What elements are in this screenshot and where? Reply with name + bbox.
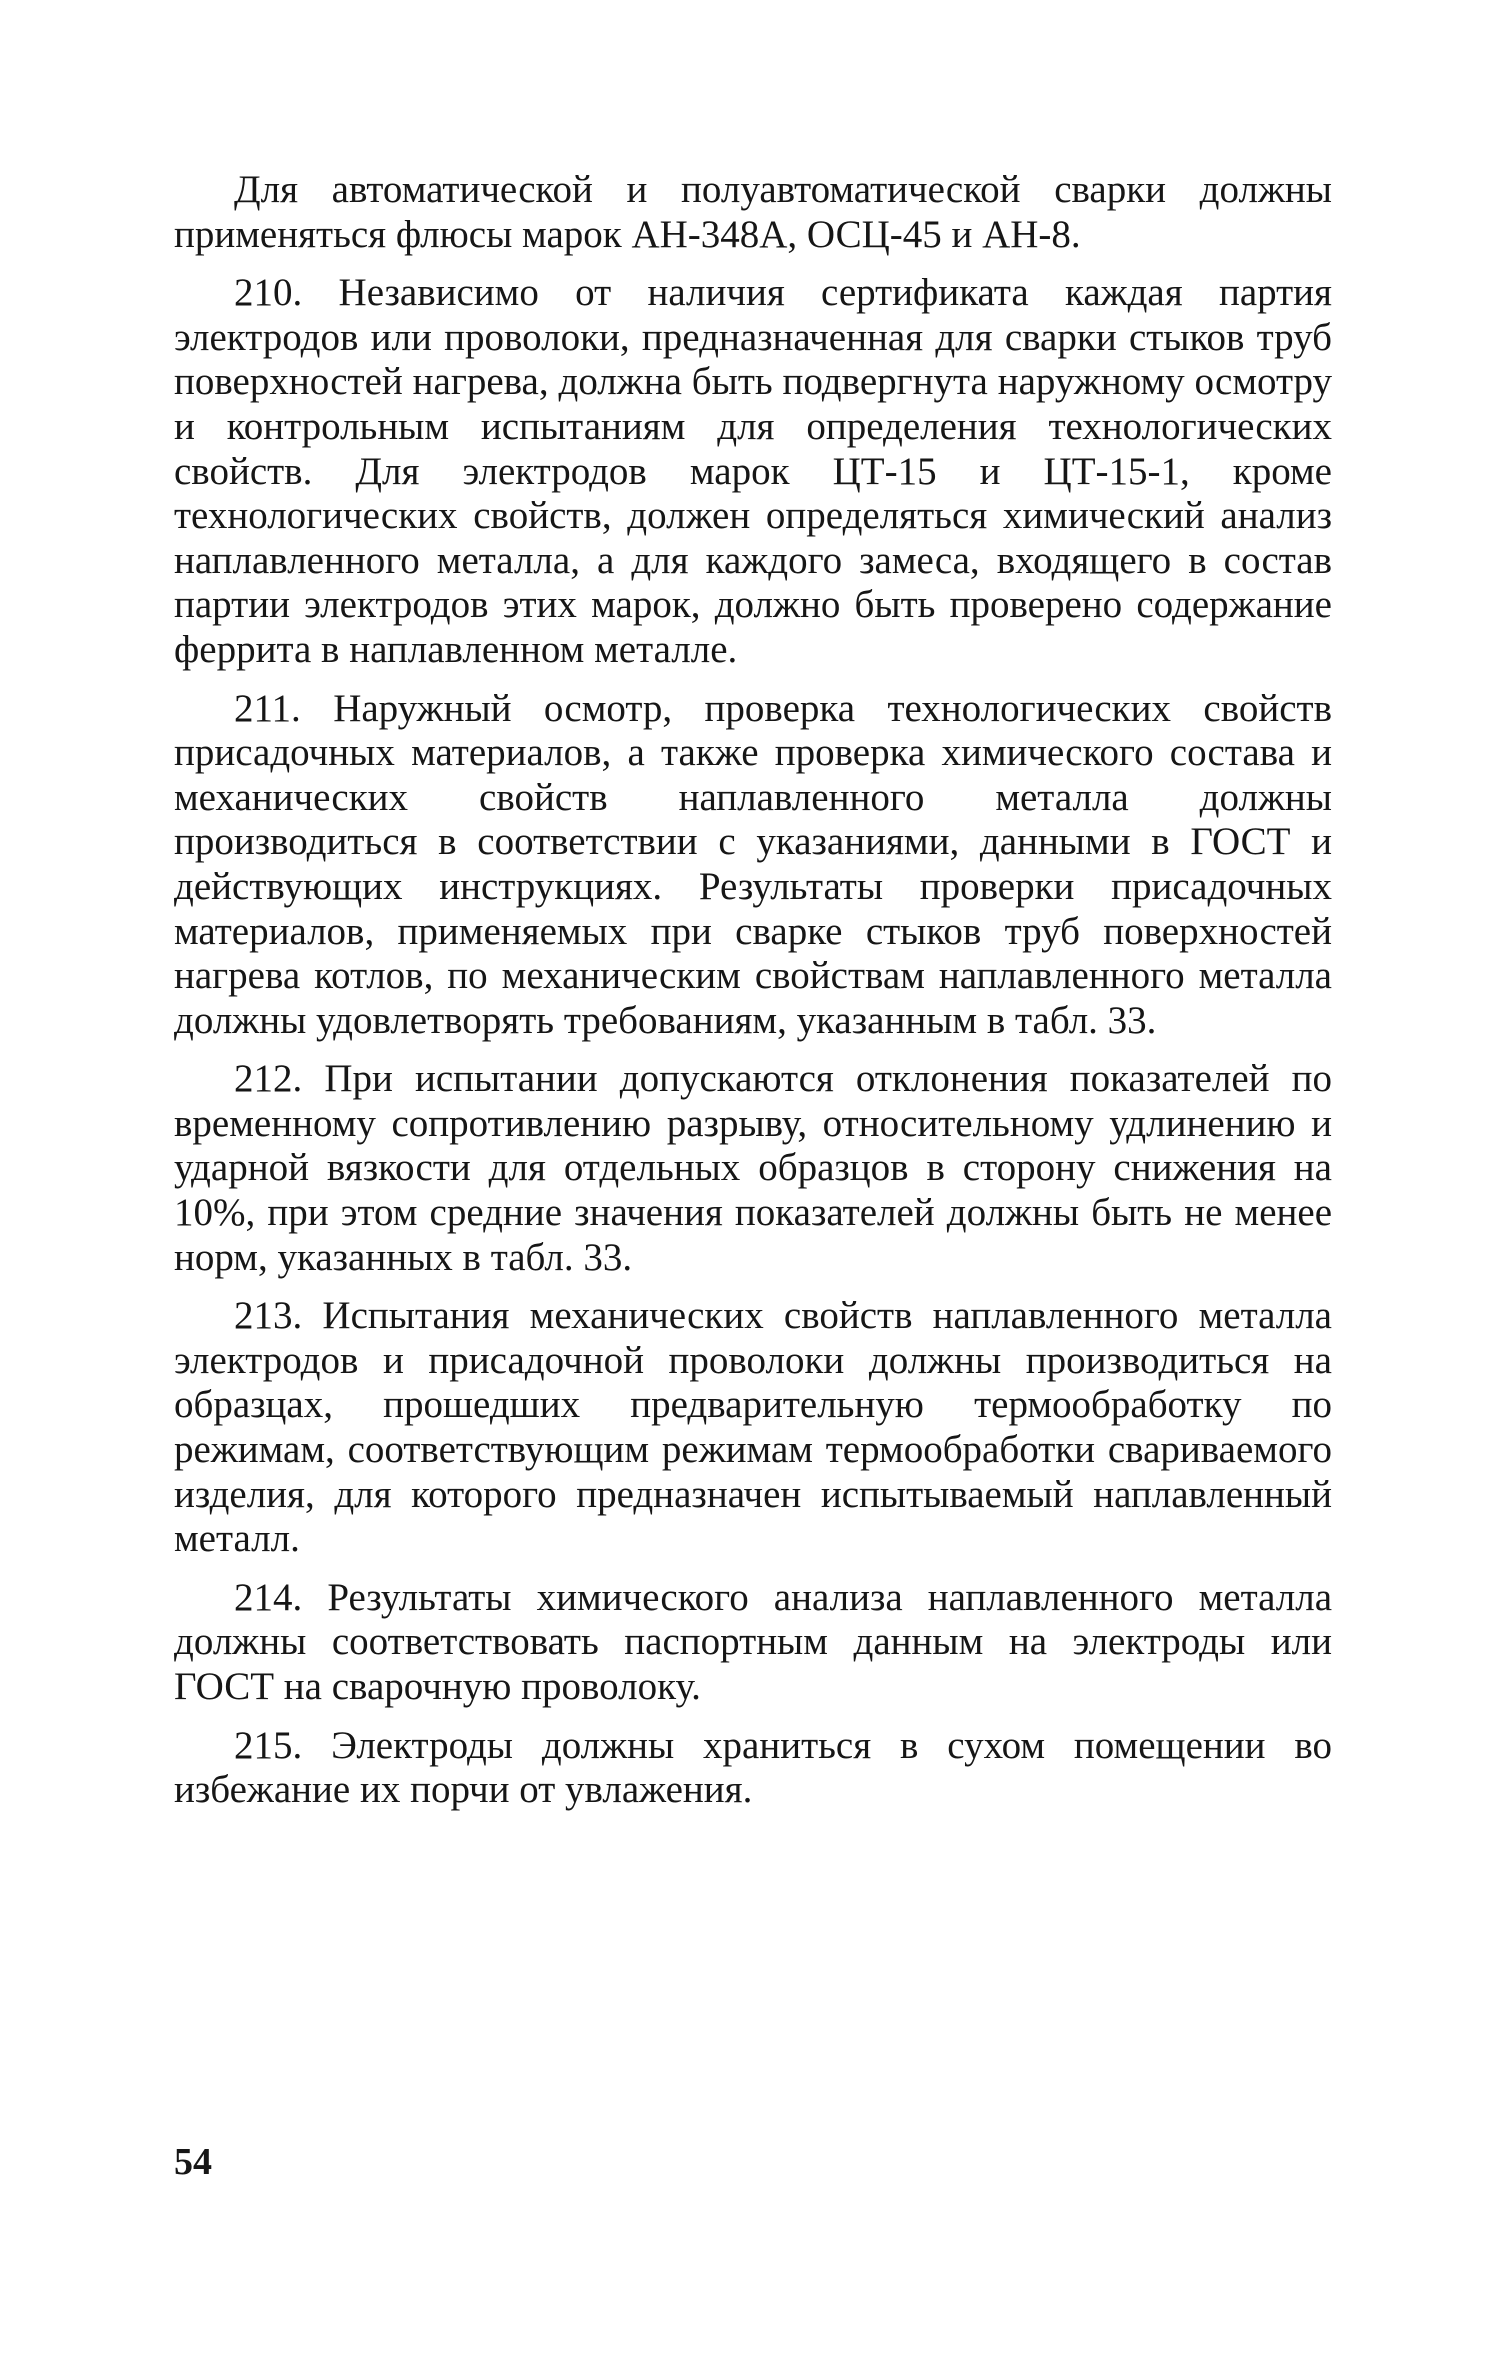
paragraph-211: 211. Наружный осмотр, проверка технологических свойств присадочных материалов, а также проверка химического состава и механических свойств наплавленного металла должны производиться в соответствии с указаниями, данными в ГОСТ и действующих инструкциях. Результаты проверки присадочных материалов, применяемых при сварке стыков труб поверхностей нагрева котлов, по механическим свойствам наплавленного металла должны удовлетворять требованиям, указанным в табл. 33. [174, 686, 1332, 1042]
paragraph-214: 214. Результаты химического анализа наплавленного металла должны соответствовать паспортным данным на электроды или ГОСТ на сварочную проволоку. [174, 1575, 1332, 1708]
paragraph-212: 212. При испытании допускаются отклонения показателей по временному сопротивлению разрыву, относительному удлинению и ударной вязкости для отдельных образцов в сторону снижения на 10%, при этом средние значения показателей должны быть не менее норм, указанных в табл. 33. [174, 1057, 1332, 1279]
paragraph-210: 210. Независимо от наличия сертификата каждая партия электродов или проволоки, предназначенная для сварки стыков труб поверхностей нагрева, должна быть подвергнута наружному осмотру и контрольным испытаниям для определения технологических свойств. Для электродов марок ЦТ-15 и ЦТ-15-1, кроме технологических свойств, должен определяться химический анализ наплавленного металла, а для каждого замеса, входящего в состав партии электродов этих марок, должно быть проверено содержание феррита в наплавленном металле. [174, 271, 1332, 671]
paragraph-215: 215. Электроды должны храниться в сухом помещении во избежание их порчи от увлажения. [174, 1723, 1332, 1812]
paragraph-213: 213. Испытания механических свойств наплавленного металла электродов и присадочной проволоки должны производиться на образцах, прошедших предварительную термообработку по режимам, соответствующим режимам термообработки свариваемого изделия, для которого предназначен испытываемый наплавленный металл. [174, 1294, 1332, 1561]
page-number: 54 [174, 2141, 212, 2183]
paragraph-welding-fluxes: Для автоматической и полуавтоматической сварки должны применяться флюсы марок АН-348А, ОСЦ-45 и АН-8. [174, 168, 1332, 256]
page-body [174, 168, 1332, 1827]
